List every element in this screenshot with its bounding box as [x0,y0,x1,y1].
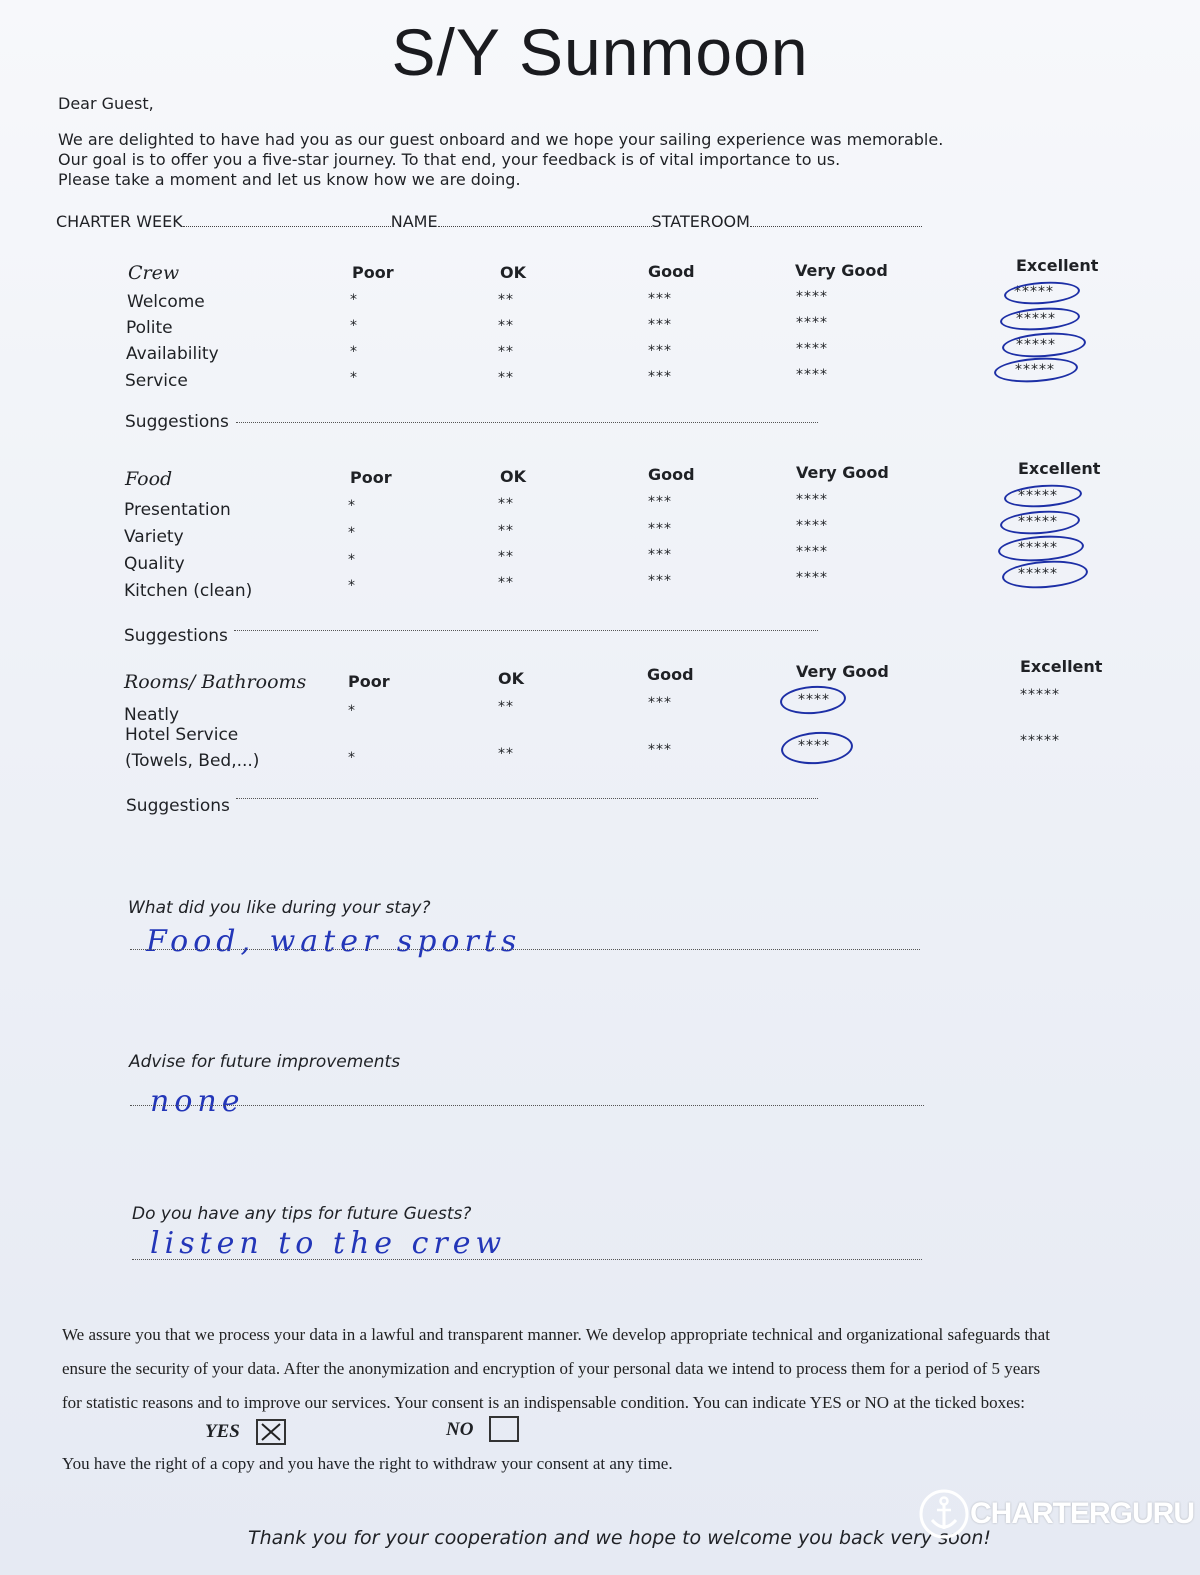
rating-star-1[interactable]: * [348,498,356,514]
suggestions-label: Suggestions [125,412,229,432]
rating-star-3[interactable]: *** [648,494,672,510]
rating-star-3[interactable]: *** [648,291,672,307]
watermark-text: CHARTERGURU [970,1497,1194,1530]
rating-star-4[interactable]: **** [796,518,828,534]
rating-star-3[interactable]: *** [648,695,672,711]
intro-line: Please take a moment and let us know how we are doing. [58,170,521,189]
rating-star-4[interactable]: **** [796,341,828,357]
rating-star-1[interactable]: * [350,292,358,308]
row-label-presentation: Presentation [124,500,231,520]
intro-line: Our goal is to offer you a five-star journey. To that end, your feedback is of vital importance to us. [58,150,841,169]
header-very-good: Very Good [796,463,889,482]
header-good: Good [648,465,695,484]
rating-star-2[interactable]: ** [498,746,514,762]
row-label-service: Service [125,371,188,391]
answer-tips: listen to the crew [150,1226,507,1261]
section-title-food: Food [125,468,173,490]
rating-star-5-selected[interactable]: ***** [1014,284,1054,300]
header-excellent: Excellent [1020,657,1103,676]
rating-star-2[interactable]: ** [498,575,514,591]
rating-star-2[interactable]: ** [498,523,514,539]
rating-star-3[interactable]: *** [648,521,672,537]
header-poor: Poor [352,263,394,282]
selection-circle [999,508,1080,537]
rating-star-4[interactable]: **** [796,492,828,508]
header-ok: OK [500,263,526,282]
rating-star-1[interactable]: * [348,750,356,766]
consent-line: for statistic reasons and to improve our services. Your consent is an indispensable condition. You can indicate YES or NO at the ticked boxes: [62,1393,1025,1412]
rating-star-5-selected[interactable]: ***** [1018,540,1058,556]
consent-line: We assure you that we process your data in a lawful and transparent manner. We develop appropriate technical and organizational safeguards that [62,1325,1050,1344]
greeting: Dear Guest, [58,94,154,113]
rating-star-3[interactable]: *** [648,369,672,385]
rating-star-1[interactable]: * [348,578,356,594]
header-good: Good [647,665,694,684]
form-title: S/Y Sunmoon [391,15,809,89]
question-liked: What did you like during your stay? [128,898,431,918]
data-consent-text [62,1318,1152,1420]
header-ok: OK [500,467,526,486]
rating-star-5-selected[interactable]: ***** [1015,362,1055,378]
suggestions-label: Suggestions [124,626,228,646]
rating-star-5-selected[interactable]: ***** [1018,514,1058,530]
rating-star-5[interactable]: ***** [1020,687,1060,703]
rating-star-2[interactable]: ** [498,549,514,565]
rating-star-1[interactable]: * [350,370,358,386]
section-title-rooms: Rooms/ Bathrooms [124,671,307,693]
intro-line: We are delighted to have had you as our guest onboard and we hope your sailing experience was memorable. [58,130,944,149]
charter-week-label: CHARTER WEEK [56,212,183,231]
rating-star-2[interactable]: ** [498,318,514,334]
checkbox-checked-icon [258,1421,284,1443]
rating-star-1[interactable]: * [350,318,358,334]
rating-star-1[interactable]: * [348,552,356,568]
guest-info-fields [56,212,922,231]
rights-text: You have the right of a copy and you have the right to withdraw your consent at any time. [62,1454,673,1473]
header-very-good: Very Good [795,261,888,280]
rating-star-2[interactable]: ** [498,344,514,360]
row-label-kitchen: Kitchen (clean) [124,581,253,601]
charter-week-field[interactable] [183,215,391,227]
suggestions-field[interactable] [234,629,818,631]
rating-star-1[interactable]: * [350,344,358,360]
header-excellent: Excellent [1018,459,1101,478]
header-poor: Poor [348,672,390,691]
name-label: NAME [390,212,438,231]
rating-star-3[interactable]: *** [648,742,672,758]
stateroom-field[interactable] [750,215,922,227]
stateroom-label: STATEROOM [651,212,750,231]
selection-circle [993,355,1078,385]
question-improvements: Advise for future improvements [129,1052,401,1072]
selection-circle [1001,330,1086,360]
rating-star-2[interactable]: ** [498,699,514,715]
selection-circle [780,730,854,767]
rating-star-5-selected[interactable]: ***** [1016,337,1056,353]
suggestions-field[interactable] [236,797,818,799]
rating-star-5-selected[interactable]: ***** [1018,566,1058,582]
selection-circle [999,305,1080,333]
section-title-crew: Crew [128,262,180,284]
header-excellent: Excellent [1016,256,1099,275]
row-label-neatly: Neatly [124,705,180,725]
rating-star-4-selected[interactable]: **** [798,738,830,754]
thank-you-text: Thank you for your cooperation and we hope to welcome you back very soon! [248,1527,992,1549]
row-label-hotel-service: Hotel Service [125,725,239,745]
rating-star-3[interactable]: *** [648,547,672,563]
answer-field-liked[interactable] [130,948,920,950]
row-label-polite: Polite [126,318,173,338]
rating-star-3[interactable]: *** [648,573,672,589]
answer-field-tips[interactable] [132,1258,922,1260]
rating-star-1[interactable]: * [348,525,356,541]
header-poor: Poor [350,468,392,487]
rating-star-3[interactable]: *** [648,317,672,333]
header-good: Good [648,262,695,281]
yes-checkbox[interactable] [256,1419,286,1445]
answer-liked: Food, water sports [146,924,522,959]
rating-star-4-selected[interactable]: **** [798,692,830,708]
rating-star-1[interactable]: * [348,703,356,719]
rating-star-2[interactable]: ** [498,292,514,308]
consent-line: ensure the security of your data. After the anonymization and encryption of your personal data we intend to process them for a period of 5 years [62,1359,1041,1378]
rating-star-3[interactable]: *** [648,343,672,359]
rating-star-5-selected[interactable]: ***** [1016,311,1056,327]
rating-star-4[interactable]: **** [796,315,828,331]
row-label-availability: Availability [126,344,219,364]
watermark-logo [918,1488,1194,1540]
answer-field-improvements[interactable] [130,1104,924,1106]
no-checkbox[interactable] [489,1416,519,1442]
selection-circle [997,533,1085,564]
anchor-icon [918,1488,970,1540]
header-ok: OK [498,669,524,688]
answer-improvements: none [150,1084,245,1119]
rating-star-4[interactable]: **** [796,289,828,305]
selection-circle [1001,558,1089,591]
rating-star-4[interactable]: **** [796,544,828,560]
suggestions-label: Suggestions [126,796,230,816]
question-tips: Do you have any tips for future Guests? [132,1204,472,1224]
name-field[interactable] [438,215,652,227]
selection-circle [779,684,847,717]
rating-star-4[interactable]: **** [796,570,828,586]
rating-star-2[interactable]: ** [498,370,514,386]
rating-star-5[interactable]: ***** [1020,733,1060,749]
row-label-hotel-service-detail: (Towels, Bed,...) [125,751,260,771]
row-label-welcome: Welcome [127,292,205,312]
yes-label: YES [205,1421,240,1442]
header-very-good: Very Good [796,662,889,681]
selection-circle [1003,482,1082,509]
row-label-variety: Variety [124,527,184,547]
rating-star-4[interactable]: **** [796,367,828,383]
rating-star-5-selected[interactable]: ***** [1018,488,1058,504]
suggestions-field[interactable] [236,421,818,423]
intro-paragraph [58,130,943,190]
rating-star-2[interactable]: ** [498,496,514,512]
row-label-quality: Quality [124,554,185,574]
no-label: NO [446,1419,474,1440]
